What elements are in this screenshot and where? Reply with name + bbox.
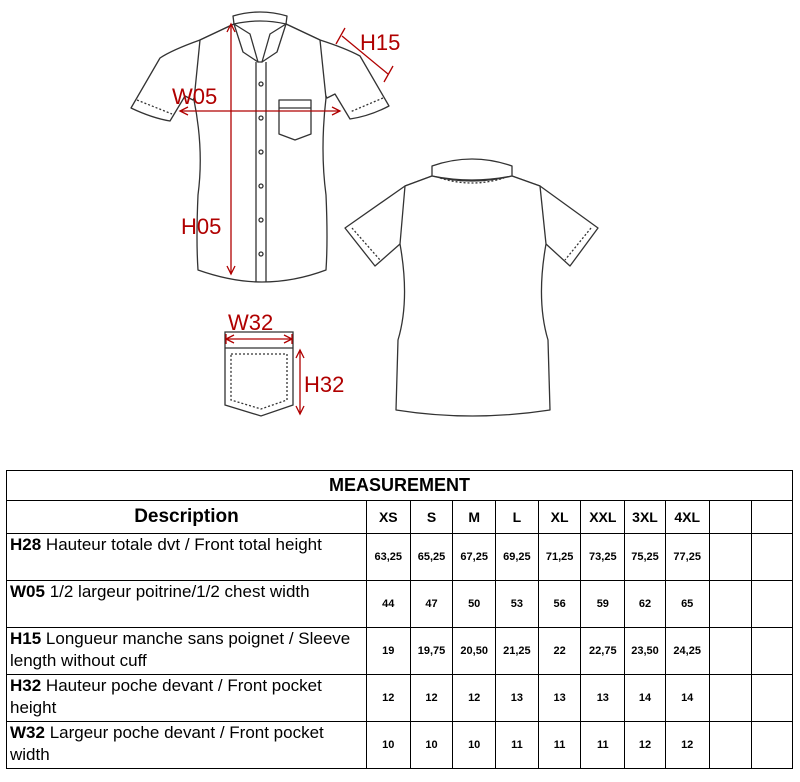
measurement-value: 23,50 (625, 628, 666, 675)
measurement-value (752, 722, 793, 769)
size-header: S (410, 501, 453, 534)
row-text: Longueur manche sans poignet / Sleeve length without cuff (10, 629, 351, 670)
size-header: XXL (581, 501, 625, 534)
dim-label-h15: H15 (360, 30, 401, 55)
measurement-value: 21,25 (496, 628, 539, 675)
row-text: Largeur poche devant / Front pocket width (10, 723, 324, 764)
measurement-value: 13 (581, 675, 625, 722)
size-header (709, 501, 752, 534)
row-text: Hauteur totale dvt / Front total height (45, 535, 322, 554)
measurement-value: 69,25 (496, 534, 539, 581)
measurement-value: 50 (453, 581, 496, 628)
dim-label-w32: W32 (228, 310, 274, 335)
measurement-value (752, 628, 793, 675)
measurement-value (709, 722, 752, 769)
size-header (752, 501, 793, 534)
table-title: MEASUREMENT (7, 471, 793, 501)
row-description (7, 722, 367, 769)
size-header: XL (538, 501, 581, 534)
table-row (7, 675, 793, 722)
shirt-back-view (345, 159, 598, 416)
measurement-value: 12 (453, 675, 496, 722)
row-code: H32 (10, 676, 42, 695)
measurement-value: 59 (581, 581, 625, 628)
measurement-value: 14 (665, 675, 709, 722)
description-header: Description (7, 501, 367, 534)
measurement-value: 11 (581, 722, 625, 769)
measurement-value: 12 (625, 722, 666, 769)
dim-label-w05: W05 (172, 84, 218, 109)
measurement-value: 67,25 (453, 534, 496, 581)
measurement-value: 62 (625, 581, 666, 628)
measurement-value: 12 (665, 722, 709, 769)
measurement-value (752, 675, 793, 722)
measurement-value: 22,75 (581, 628, 625, 675)
shirt-front-view (131, 12, 389, 282)
table-row (7, 534, 793, 581)
measurement-value: 22 (538, 628, 581, 675)
measurement-value: 13 (538, 675, 581, 722)
measurement-value: 71,25 (538, 534, 581, 581)
table-row (7, 722, 793, 769)
measurement-value (709, 534, 752, 581)
row-text: 1/2 largeur poitrine/1/2 chest width (49, 582, 310, 601)
measurement-value: 24,25 (665, 628, 709, 675)
measurement-value: 13 (496, 675, 539, 722)
row-code: W05 (10, 582, 45, 601)
pocket-detail (225, 332, 293, 416)
row-code: H15 (10, 629, 42, 648)
measurement-value: 20,50 (453, 628, 496, 675)
table-row (7, 628, 793, 675)
row-description (7, 675, 367, 722)
measurement-value: 11 (538, 722, 581, 769)
size-header: 4XL (665, 501, 709, 534)
measurement-value (709, 628, 752, 675)
measurement-value: 65,25 (410, 534, 453, 581)
measurement-value: 47 (410, 581, 453, 628)
row-description (7, 534, 367, 581)
size-header: 3XL (625, 501, 666, 534)
measurement-value: 10 (453, 722, 496, 769)
measurement-value: 65 (665, 581, 709, 628)
measurement-value: 19 (366, 628, 410, 675)
row-description (7, 628, 367, 675)
measurement-value: 73,25 (581, 534, 625, 581)
measurement-table (6, 470, 793, 769)
measurement-value: 11 (496, 722, 539, 769)
row-code: H28 (10, 535, 42, 554)
table-row (7, 581, 793, 628)
measurement-value: 56 (538, 581, 581, 628)
measurement-value: 12 (366, 675, 410, 722)
measurement-value: 12 (410, 675, 453, 722)
row-text: Hauteur poche devant / Front pocket height (10, 676, 322, 717)
measurement-value: 44 (366, 581, 410, 628)
measurement-value: 19,75 (410, 628, 453, 675)
dim-label-h05: H05 (181, 214, 222, 239)
measurement-value: 53 (496, 581, 539, 628)
size-header: L (496, 501, 539, 534)
measurement-value (752, 581, 793, 628)
measurement-value: 75,25 (625, 534, 666, 581)
measurement-value (752, 534, 793, 581)
size-header: M (453, 501, 496, 534)
measurement-value (709, 675, 752, 722)
measurement-value: 77,25 (665, 534, 709, 581)
measurement-value: 63,25 (366, 534, 410, 581)
measurement-value (709, 581, 752, 628)
row-description (7, 581, 367, 628)
dim-label-h32: H32 (304, 372, 345, 397)
measurement-value: 10 (366, 722, 410, 769)
measurement-value: 14 (625, 675, 666, 722)
row-code: W32 (10, 723, 45, 742)
size-header: XS (366, 501, 410, 534)
measurement-value: 10 (410, 722, 453, 769)
